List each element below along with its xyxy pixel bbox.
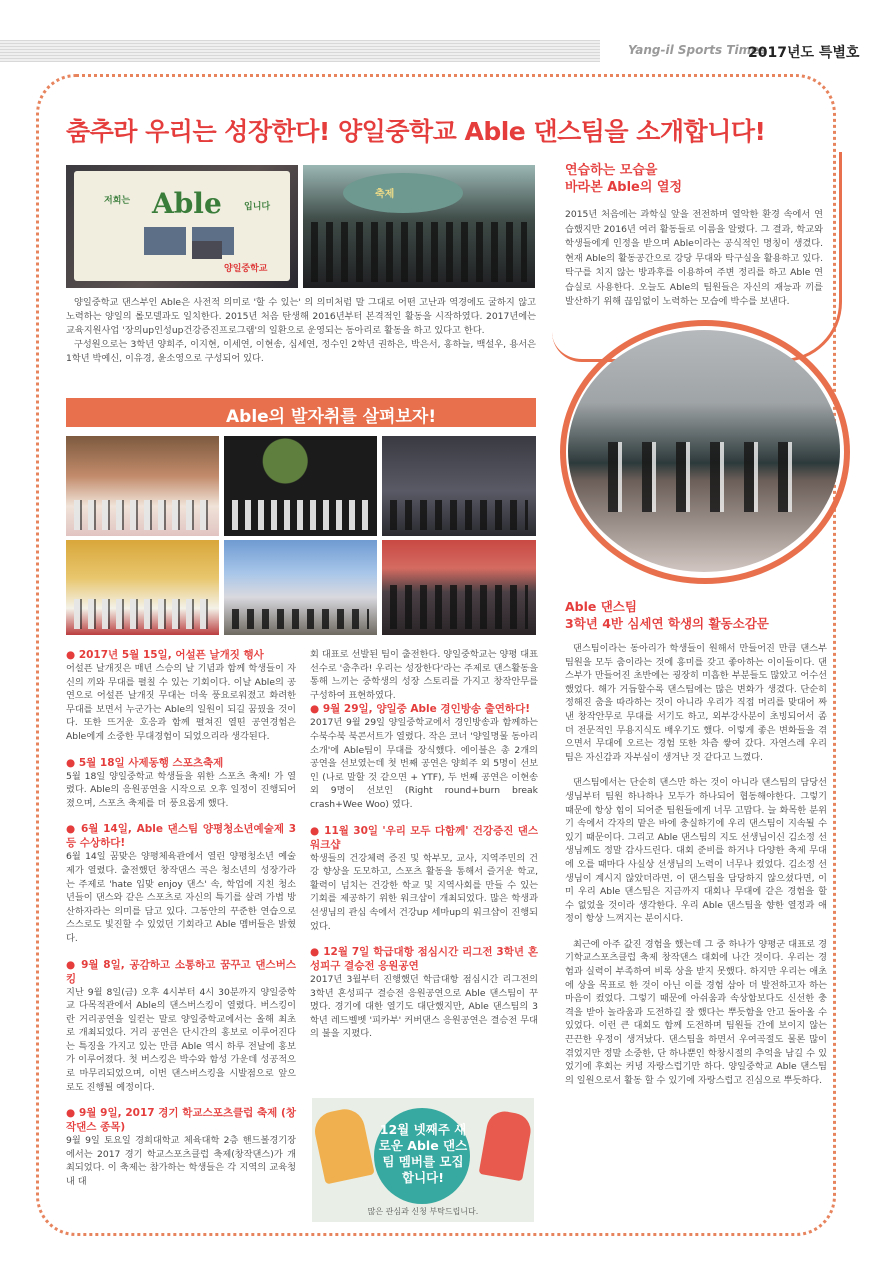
board-suffix: 입니다: [244, 202, 271, 212]
sidebar-body: 2015년 처음에는 과학실 앞을 전전하며 열악한 환경 속에서 연습했지만 2016년 여러 활동들로 이름을 알렸다. 그 결과, 학교와 학생들에게 인정을 받으며 Able이라는 공식적인 명칭이 생겼다. 현재 Able의 활동공간으로 강당 무대와 탁구실을 활용하고 있다. 탁구를 치지 않는 방과후를 이용하여 주변 정리를 하고 Able 연습실로 사용한다. 오늘도 Able의 팀원들은 자신의 재능과 끼를 발산하기 위해 끊임없이 노력하는 모습에 박수를 보낸다.: [565, 209, 823, 307]
timeline-column-right: [310, 648, 538, 1041]
timeline-body: 회 대표로 선발된 팀이 출전한다. 양일중학교는 양평 대표선수로 '춤추라! 우리는 성장한다'라는 주제로 댄스활동을 통해 느끼는 중학생의 성장 스토리를 가지고 창작안무를 구성하여 표현하였다.: [310, 649, 538, 701]
dancers: [608, 442, 810, 512]
board: [74, 171, 290, 281]
festival-group-photo: [303, 165, 535, 288]
recruit-ad: [312, 1098, 534, 1222]
paper-name: Yang-il Sports Times: [628, 43, 767, 57]
board-able-title: Able: [152, 187, 222, 220]
dancers: [390, 500, 528, 530]
festival-banner: [343, 173, 463, 213]
review-paragraph: 댄스팀이라는 동아리가 학생들이 원해서 만들어진 만큼 댄스부 팀원을 모두 춤이라는 것에 흥미를 갖고 좋아하는 이이들이다. 댄스부가 만들어진 초반에는 굉장히 미흡한 부분들도 많았고 어수선했었다. 해가 거듭할수록 댄스팀에는 많은 변화가 생겼다. 단순히 정해진 춤을 따라하는 것이 아니라 우리가 직접 머리를 맞대어 짜낸 창작안무로 무대를 서기도 하고, 외부강사분이 초빙되어서 좀 더 전문적인 무용지식도 배우기도 했다. 이렇게 좋은 변화들을 겪으면서 무대에 오르는 경험 또한 차츰 쌓여 갔다. 자연스레 우리 팀은 자신감과 자부심이 생겨난 것 같다고 느꼈다.: [565, 643, 827, 763]
dancers: [74, 599, 211, 629]
timeline-heading: ● 9월 29일, 양일중 Able 경인방송 출연하다!: [310, 703, 531, 716]
timeline-heading: ● 2017년 5월 15일, 어설픈 날개짓 행사: [66, 649, 264, 661]
practice-photo: [568, 330, 840, 572]
board-photo-1: [144, 227, 186, 255]
dancers: [311, 222, 527, 282]
gallery-photo-6: [382, 540, 536, 635]
review-title-line: 3학년 4반 심세연 학생의 활동소감문: [565, 616, 769, 631]
gallery-photo-5: [224, 540, 377, 635]
timeline-body: 5월 18일 양일중학교 학생들을 위한 스포츠 축제! 가 열렸다. Able의 응원공연을 시작으로 오후 일정이 진행되어졌으며, 스포츠 축제를 더 풍요롭게 했다.: [66, 770, 296, 809]
intro-paragraph: 구성원으로는 3학년 양희주, 이지현, 이세연, 이현송, 심세연, 정수인 2학년 권하은, 박은서, 홍하늘, 백설우, 용서은 1학년 박예신, 이유경, 윤소영으로 구성되어 있다.: [66, 339, 536, 364]
intro-paragraph: 양일중학교 댄스부인 Able은 사전적 의미로 '할 수 있는' 의 의미처럼 말 그대로 어떤 고난과 역경에도 굴하지 않고 노력하는 양일의 롤모델과도 일치한다. 2015년 처음 탄생해 2016년부터 본격적인 활동을 시작하였다. 2017년에는 교육지원사업 '장의up인성up건강증진프로그램'의 일환으로 운영되는 동아리로 활동을 하고 있다고 한다.: [66, 297, 536, 336]
sidebar-title: [565, 162, 682, 196]
recruit-sub: 많은 관심과 신청 부탁드립니다.: [367, 1207, 479, 1216]
timeline-body: 어설픈 날개짓은 매년 스승의 날 기념과 함께 학생들이 자신의 끼와 무대를 펼칠 수 있는 기회이다. 이날 Able의 공연으로 어설픈 날개짓 무대는 더욱 풍요로워졌고 화려한 무대를 보면서 누군가는 Able의 일원이 되길 꿈꿨을 것이다. 또한 뜨거운 호응과 함께 펼쳐진 열띤 공연경험은 Able에게 소중한 무대경험이 되었으리라 생각된다.: [66, 663, 296, 742]
timeline-heading: ● 6월 14일, Able 댄스팀 양평청소년예술제 3등 수상하다!: [66, 823, 296, 850]
section-title: Able의 발자취를 살펴보자!: [226, 407, 437, 427]
section-title-bar: [66, 398, 536, 427]
sidebar-title-line: 연습하는 모습을: [565, 163, 658, 178]
timeline-body: 지난 9월 8일(금) 오후 4시부터 4시 30분까지 양일중학교 다목적관에서 Able의 댄스버스킹이 열렸다. 버스킹이란 거리공연을 일컫는 말로 양일중학교에서는 올해 최초로 개최되었다. 거리 공연은 단시간의 홍보로 이루어진다는 특징을 가지고 있는 만큼 Able 역시 하루 전날에 홍보가 이루어졌다. 첫 버스킹은 박수와 함성 가운데 성공적으로 마무리되었으며, 이번 댄스버스킹을 시발점으로 앞으로도 진행될 예정이다.: [66, 986, 296, 1093]
sidebar-title-line: 바라본 Able의 열정: [565, 180, 683, 195]
gallery-photo-2: [224, 436, 377, 536]
timeline-body: 9월 9일 토요일 경희대학교 체육대학 2층 핸드볼경기장에서는 2017 경기 학교스포츠클럽 축제(창작댄스)가 개최되었다. 이 축제는 참가하는 학생들은 각 지역의 교육청내 대: [66, 1135, 296, 1188]
review-paragraph: 댄스팀에서는 단순히 댄스만 하는 것이 아니라 댄스팀의 담당선생님부터 팀원 하나하나 모두가 하나되어 협동해야한다. 그렇기 때문에 항상 힘이 되어준 팀원들에게 너무 고맙다. 늘 화목한 분위기 속에서 각자의 맡은 바에 충실하기에 우리 댄스팀이 지속될 수 있기 때문이다. 그리고 Able 댄스팀의 지도 선생님이신 김소정 선생님께도 정말 감사드린다. 대회 준비를 하거나 다양한 축제 무대에 오를 때마다 사실상 선생님의 노력이 너무나 컸었다. 김소정 선생님이 계시지 않았더라면, 이 댄스팀을 담당하지 않으셨다면, 이미 우리 Able 댄스팀은 지금까지 대회나 무대에 같은 경험을 할 수 없었을 것이라 생각한다. 우리 Able 댄스팀을 향한 열정과 애정이 항상 느껴지는 분이시다.: [565, 777, 827, 925]
gallery-photo-4: [66, 540, 219, 635]
header-stripe: [0, 40, 600, 62]
dancers: [74, 500, 211, 530]
timeline-heading: ● 12월 7일 학급대항 점심시간 리그전 3학년 혼성피구 결승전 응원공연: [310, 946, 538, 973]
timeline-heading: ● 11월 30일 '우리 모두 다함께' 건강증진 댄스 워크샵: [310, 824, 538, 851]
header-bar: [0, 40, 870, 62]
timeline-body: 학생들의 건강체력 증진 및 학부모, 교사, 지역주민의 건강 향상을 도모하고, 스포츠 활동을 통해서 즐거운 학교, 활력이 넘치는 건강한 학교 및 지역사회를 만들 수 있는 기회를 제공하기 위한 워크샵이 개최되었다. 많은 학생과 선생님의 관심 속에서 건강up 세마up의 워크샵이 진행되었다.: [310, 852, 538, 932]
review-title-line: Able 댄스팀: [565, 599, 637, 614]
timeline-heading: ● 9월 9일, 2017 경기 학교스포츠클럽 축제 (창작댄스 종목): [66, 1107, 296, 1134]
page-headline: 춤추라 우리는 성장한다! 양일중학교 Able 댄스팀을 소개합니다!: [66, 117, 766, 146]
review-paragraph: 최근에 아주 값진 경험을 했는데 그 중 하나가 양평군 대표로 경기학교스포츠클럽 축제 창작댄스 대회에 나간 것이다. 우리는 경험과 실력이 부족하여 비록 상을 받지 못했다. 하지만 우리는 애초에 상을 목표로 한 것이 아닌 이를 경험 삼아 더 발전하고자 하는 마음이 컸었다. 그렇기 때문에 아쉬움과 속상함보다도 신선한 충격을 받아 놀라움과 도전하길 잘 했다는 뿌듯함을 안고 돌아올 수 있었다. 이런 큰 대회도 함께 도전하며 팀원들 간에 보이지 않는 끈끈한 우정이 생겨났다. 댄스팀을 하면서 우여곡절도 물론 많이 겪었지만 정말 소중한, 단 하나뿐인 학창시절의 추억을 남길 수 있었기에 후회는 커녕 자랑스럽기만 하다. 양일중학교 Able 댄스팀의 일원으로서 활동 할 수 있기에 자랑스럽고 진심으로 뿌듯하다.: [565, 938, 827, 1086]
issue-label: 2017년도 특별호: [748, 45, 860, 61]
board-prefix: 저희는: [104, 196, 131, 206]
dancers: [232, 500, 369, 530]
timeline-heading: ● 5월 18일 사제동행 스포츠축제: [66, 756, 224, 769]
intro-board-photo: [66, 165, 298, 288]
board-school: 양일중학교: [224, 264, 268, 274]
board-photo-3: [192, 241, 222, 259]
intro-article: [66, 296, 536, 366]
gallery-photo-1: [66, 436, 219, 536]
timeline-body: 2017년 3월부터 진행했던 학급대항 점심시간 리그전의 3학년 혼성피구 결승전 응원공연으로 Able 댄스팀이 꾸몄다. 경기에 대한 열기도 대단했지만, Able 댄스팀의 3학년 레드벨벳 '피카부' 커버댄스 응원공연은 결승전 무대의 불을 지폈다.: [310, 974, 538, 1040]
recruit-text: 12월 넷째주 새로운 Able 댄스팀 멤버를 모집합니다!: [378, 1122, 468, 1185]
dancers: [390, 585, 528, 629]
timeline-body: 2017년 9월 29일 양일중학교에서 경인방송과 함께하는 수북수북 북콘서트가 열렸다. 작은 코너 '양일명물 동아리소개'에 Able팀이 무대를 장식했다. 에이블은 총 2개의 공연을 선보였는데 첫 번째 공연은 양희주 외 5명이 선보인 (나로 말할 것 같으면 + YTF), 두 번째 공연은 이현송 외 9명이 선보인 (Right round+burn break crash+Wee Woo) 였다.: [310, 717, 538, 810]
review-column: [565, 598, 827, 1087]
timeline-body: 6월 14일 꿈맞은 양평체육관에서 열린 양평청소년 예술제가 열렸다. 출전했던 창작댄스 곡은 청소년의 성장가라는 주제로 'hate 입맞 enjoy 댄스' 속, 학업에 지친 청소년들이 댄스와 같은 스포츠로 자신의 특기를 살려 가볍 방산하자라는 의미를 담고 있다. 그동안의 꾸준한 연습으로 스스로도 빛진할 수 있었던 기회라고 Able 멤버들은 밝혔다.: [66, 851, 296, 944]
festival-banner-text: 축제: [375, 189, 395, 200]
dancers: [232, 609, 369, 629]
gallery-photo-3: [382, 436, 536, 536]
timeline-column-left: [66, 648, 296, 1189]
timeline-heading: ● 9월 8일, 공감하고 소통하고 꿈꾸고 댄스버스킹: [66, 958, 296, 985]
